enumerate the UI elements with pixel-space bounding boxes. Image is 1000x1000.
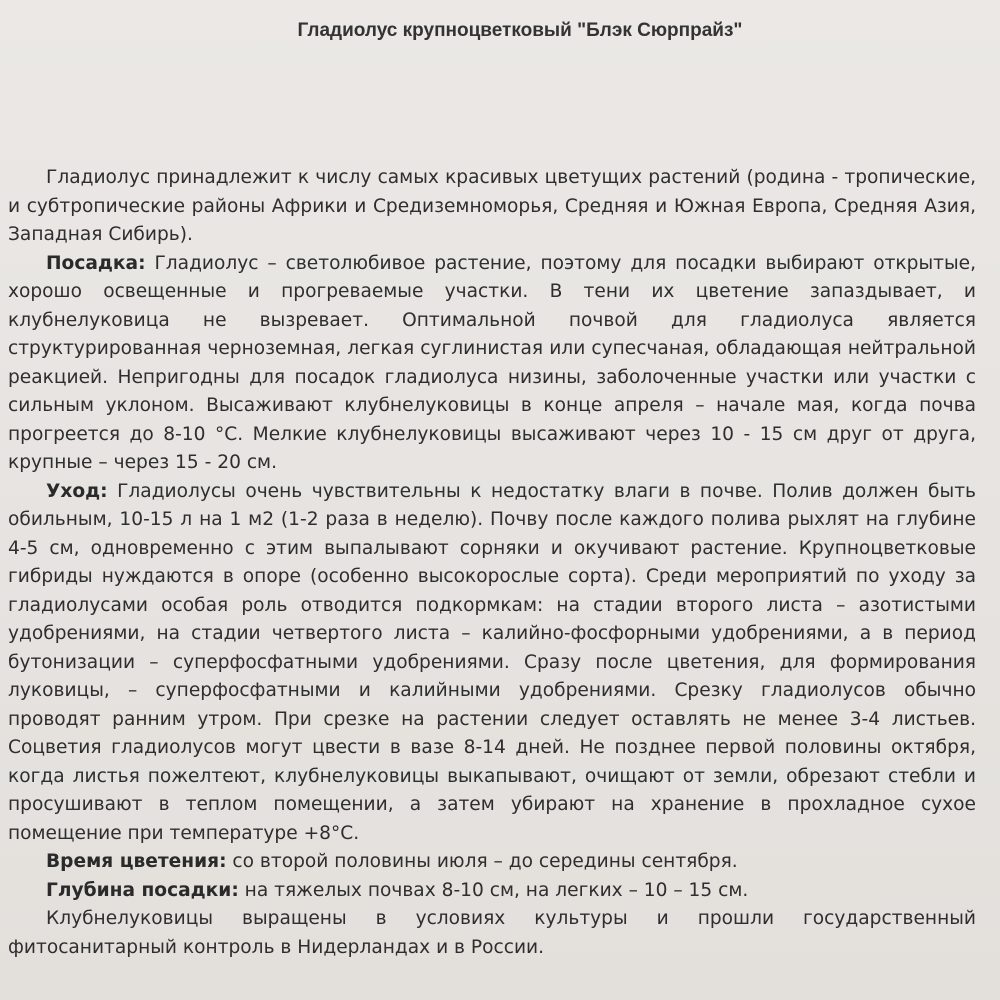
care-paragraph — [8, 478, 976, 849]
bloom-text: со второй половины июля – до середины сентября. — [226, 851, 738, 872]
description-text — [8, 164, 976, 962]
bloom-label: Время цветения: — [46, 851, 227, 872]
planting-paragraph — [8, 250, 976, 478]
care-label: Уход: — [46, 480, 108, 502]
depth-label: Глубина посадки: — [46, 879, 239, 901]
depth-text: на тяжелых почвах 8-10 см, на легких – 10 – 15 см. — [238, 879, 749, 901]
planting-text: Гладиолус – светолюбивое растение, поэтому для посадки выбирают открытые, хорошо освещенные и прогреваемые участки. В тени их цветение запаздывает, и клубнелуковица не вызревает. Оптимальной почвой для гладиолуса является структурированная черноземная, легкая суглинистая или супесчаная, обладающая нейтральной реакцией. Непригодны для посадок гладиолуса низины, заболоченные участки или участки с сильным уклоном. Высаживают клубнелуковицы в конце апреля – начале мая, когда почва прогреется до 8-10 °С. Мелкие клубнелуковицы высаживают через 10 - 15 см друг от друга, крупные – через 15 - 20 см. — [8, 252, 976, 473]
depth-paragraph — [8, 877, 976, 906]
planting-label: Посадка: — [46, 252, 146, 274]
bloom-paragraph — [8, 848, 976, 877]
intro-paragraph: Гладиолус принадлежит к числу самых красивых цветущих растений (родина - тропические, и субтропические районы Африки и Средиземноморья, Средняя и Южная Европа, Средняя Азия, Западная Сибирь). — [8, 167, 976, 245]
care-text: Гладиолусы очень чувствительны к недостатку влаги в почве. Полив должен быть обильным, 10-15 л на 1 м2 (1-2 раза в неделю). Почву после каждого полива рыхлят на глубине 4-5 см, одновременно с этим выпалывают сорняки и окучивают растение. Крупноцветковые гибриды нуждаются в опоре (особенно высокорослые сорта). Среди мероприятий по уходу за гладиолусами особая роль отводится подкормкам: на стадии второго листа – азотистыми удобрениями, на стадии четвертого листа – калийно-фосфорными удобрениями, а в период бутонизации – суперфосфатными удобрениями. Сразу после цветения, для формирования луковицы, – суперфосфатными и калийными удобрениями. Срезку гладиолусов обычно проводят ранним утром. При срезке на растении следует оставлять не менее 3-4 листьев. Соцветия гладиолусов могут цвести в вазе 8-14 дней. Не позднее первой половины октября, когда листья пожелтеют, клубнелуковицы выкапывают, очищают от земли, обрезают стебли и просушивают в теплом помещении, а затем убирают на хранение в прохладное сухое помещение при температуре +8°С. — [8, 480, 976, 844]
note-paragraph: Клубнелуковицы выращены в условиях культуры и прошли государственный фитосанитарный контроль в Нидерландах и в России. — [8, 908, 976, 958]
product-title: Гладиолус крупноцветковый "Блэк Сюрпрайз" — [297, 20, 743, 41]
